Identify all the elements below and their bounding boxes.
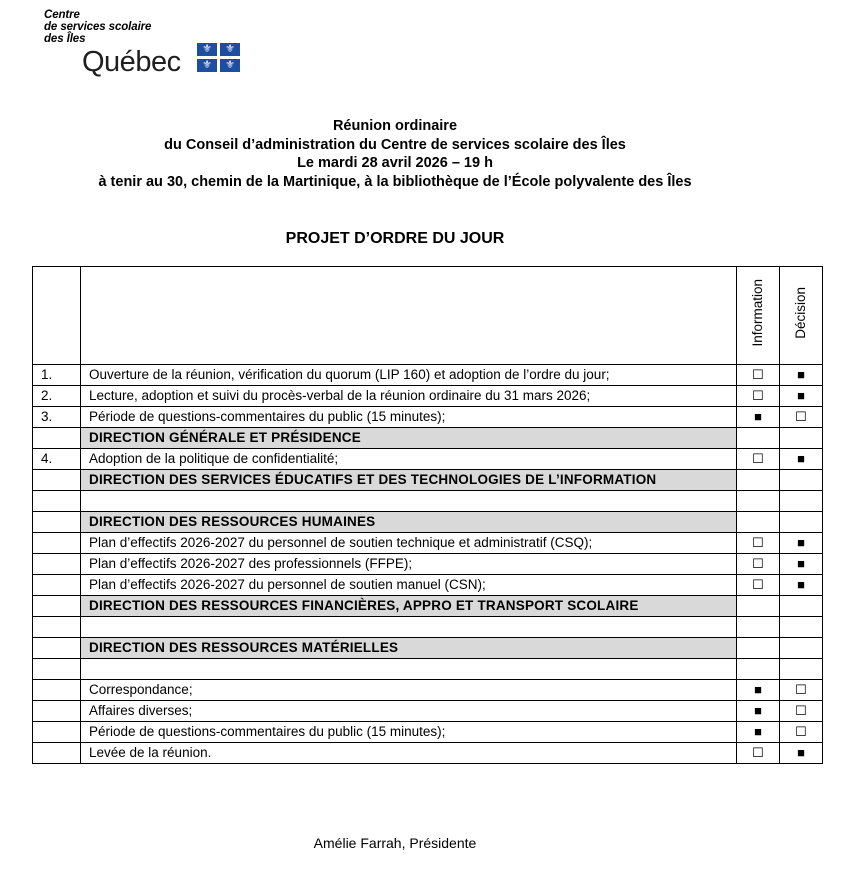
agenda-item-row: [33, 533, 823, 554]
decision-cell: [780, 659, 823, 680]
decision-checkbox: ■: [780, 743, 823, 764]
section-row: [33, 512, 823, 533]
info-checkbox: ■: [737, 722, 780, 743]
fleur-de-lis-icon: ⚜: [202, 43, 212, 55]
info-cell: [737, 491, 780, 512]
decision-checkbox: ☐: [780, 407, 823, 428]
section-row: [33, 638, 823, 659]
fleur-de-lis-icon: ⚜: [225, 43, 235, 55]
meeting-location: à tenir au 30, chemin de la Martinique, à la bibliothèque de l’École polyvalente des Îles: [98, 173, 692, 190]
info-cell: [737, 617, 780, 638]
section-row: [33, 470, 823, 491]
agenda-item-row: [33, 722, 823, 743]
row-num-cell: [33, 617, 81, 638]
info-checkbox: ☐: [737, 533, 780, 554]
agenda-header-row: [33, 267, 823, 365]
blank-row: [33, 617, 823, 638]
item-text: Lecture, adoption et suivi du procès-verbal de la réunion ordinaire du 31 mars 2026;: [81, 386, 737, 407]
info-checkbox: ☐: [737, 449, 780, 470]
blank-row: [33, 659, 823, 680]
decision-checkbox: ■: [780, 365, 823, 386]
header-num-cell: [33, 267, 81, 365]
agenda-item-row: [33, 407, 823, 428]
item-number: [33, 743, 81, 764]
section-title: DIRECTION DES RESSOURCES MATÉRIELLES: [81, 638, 737, 659]
agenda-item-row: [33, 386, 823, 407]
header-information: Information: [750, 279, 765, 347]
info-cell: [737, 659, 780, 680]
row-num-cell: [33, 596, 81, 617]
section-title: DIRECTION DES RESSOURCES HUMAINES: [81, 512, 737, 533]
item-number: 1.: [33, 365, 81, 386]
info-checkbox: ■: [737, 407, 780, 428]
item-number: [33, 722, 81, 743]
item-cell: [81, 659, 737, 680]
item-number: 4.: [33, 449, 81, 470]
section-title: DIRECTION DES SERVICES ÉDUCATIFS ET DES TECHNOLOGIES DE L’INFORMATION: [81, 470, 737, 491]
logo-line-1: Centre: [44, 9, 80, 21]
quebec-flag-icon: [197, 43, 240, 72]
item-number: [33, 680, 81, 701]
decision-checkbox: ■: [780, 575, 823, 596]
item-text: Plan d’effectifs 2026-2027 du personnel de soutien manuel (CSN);: [81, 575, 737, 596]
header-decision-cell: [780, 267, 823, 365]
agenda-item-row: [33, 575, 823, 596]
item-cell: [81, 491, 737, 512]
item-text: Affaires diverses;: [81, 701, 737, 722]
item-text: Période de questions-commentaires du public (15 minutes);: [81, 722, 737, 743]
decision-checkbox: ☐: [780, 701, 823, 722]
info-checkbox: ☐: [737, 386, 780, 407]
info-cell: [737, 596, 780, 617]
agenda-item-row: [33, 554, 823, 575]
info-checkbox: ☐: [737, 743, 780, 764]
item-number: 3.: [33, 407, 81, 428]
blank-row: [33, 491, 823, 512]
section-row: [33, 428, 823, 449]
info-cell: [737, 470, 780, 491]
meeting-type: Réunion ordinaire: [332, 118, 458, 134]
logo-line-2: de services scolaire: [44, 21, 152, 33]
info-checkbox: ☐: [737, 575, 780, 596]
decision-cell: [780, 512, 823, 533]
info-checkbox: ☐: [737, 554, 780, 575]
decision-cell: [780, 638, 823, 659]
info-checkbox: ■: [737, 680, 780, 701]
decision-checkbox: ☐: [780, 722, 823, 743]
item-number: 2.: [33, 386, 81, 407]
row-num-cell: [33, 659, 81, 680]
info-checkbox: ■: [737, 701, 780, 722]
item-number: [33, 554, 81, 575]
item-text: Période de questions-commentaires du public (15 minutes);: [81, 407, 737, 428]
agenda-item-row: [33, 365, 823, 386]
decision-checkbox: ☐: [780, 680, 823, 701]
agenda-item-row: [33, 449, 823, 470]
meeting-body: du Conseil d’administration du Centre de services scolaire des Îles: [164, 136, 626, 153]
decision-cell: [780, 470, 823, 491]
decision-cell: [780, 491, 823, 512]
row-num-cell: [33, 428, 81, 449]
decision-cell: [780, 617, 823, 638]
agenda-item-row: [33, 743, 823, 764]
item-text: Correspondance;: [81, 680, 737, 701]
row-num-cell: [33, 470, 81, 491]
section-title: DIRECTION DES RESSOURCES FINANCIÈRES, APPRO ET TRANSPORT SCOLAIRE: [81, 596, 737, 617]
item-text: Plan d’effectifs 2026-2027 des professionnels (FFPE);: [81, 554, 737, 575]
header-item-cell: [81, 267, 737, 365]
item-cell: [81, 617, 737, 638]
item-text: Levée de la réunion.: [81, 743, 737, 764]
item-number: [33, 533, 81, 554]
fleur-de-lis-icon: ⚜: [202, 59, 212, 71]
decision-checkbox: ■: [780, 449, 823, 470]
agenda-table: [32, 266, 823, 764]
header-info-cell: [737, 267, 780, 365]
organization-logo: [44, 9, 254, 81]
agenda-item-row: [33, 680, 823, 701]
meeting-date: Le mardi 28 avril 2026 – 19 h: [297, 155, 493, 171]
decision-checkbox: ■: [780, 533, 823, 554]
row-num-cell: [33, 491, 81, 512]
item-number: [33, 701, 81, 722]
decision-checkbox: ■: [780, 554, 823, 575]
decision-checkbox: ■: [780, 386, 823, 407]
decision-cell: [780, 596, 823, 617]
info-checkbox: ☐: [737, 365, 780, 386]
item-text: Ouverture de la réunion, vérification du quorum (LIP 160) et adoption de l’ordre du jour;: [81, 365, 737, 386]
item-text: Plan d’effectifs 2026-2027 du personnel de soutien technique et administratif (CSQ);: [81, 533, 737, 554]
section-row: [33, 596, 823, 617]
fleur-de-lis-icon: ⚜: [225, 59, 235, 71]
meeting-heading: [0, 117, 790, 191]
row-num-cell: [33, 638, 81, 659]
quebec-wordmark: Québec: [82, 46, 181, 78]
agenda-item-row: [33, 701, 823, 722]
logo-line-3: des Îles: [44, 33, 86, 45]
decision-cell: [780, 428, 823, 449]
info-cell: [737, 512, 780, 533]
document-title: PROJET D’ORDRE DU JOUR: [285, 230, 505, 247]
header-decision: Décision: [793, 287, 808, 339]
section-title: DIRECTION GÉNÉRALE ET PRÉSIDENCE: [81, 428, 737, 449]
item-number: [33, 575, 81, 596]
info-cell: [737, 638, 780, 659]
signature: Amélie Farrah, Présidente: [313, 835, 477, 851]
item-text: Adoption de la politique de confidentialité;: [81, 449, 737, 470]
row-num-cell: [33, 512, 81, 533]
info-cell: [737, 428, 780, 449]
